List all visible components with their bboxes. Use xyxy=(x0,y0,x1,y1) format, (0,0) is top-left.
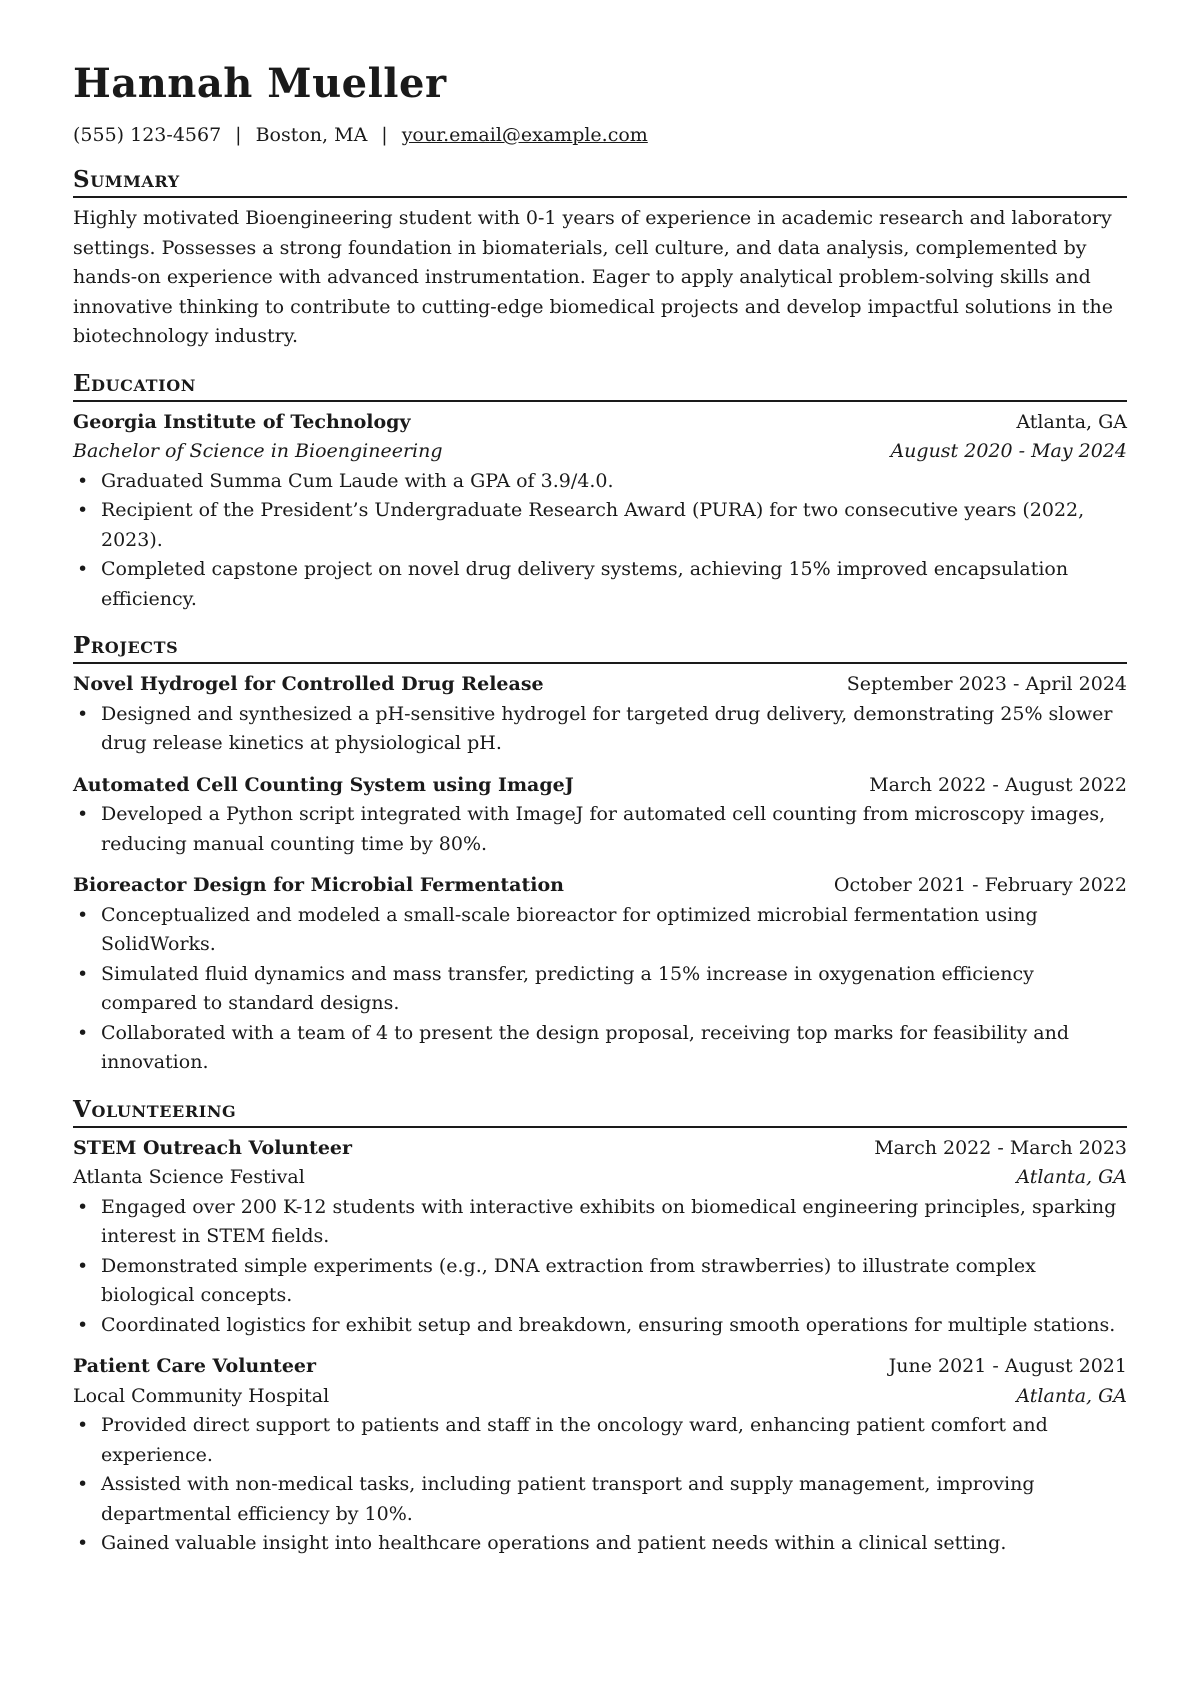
volunteer-org: Atlanta Science Festival xyxy=(73,1166,305,1188)
degree: Bachelor of Science in Bioengineering xyxy=(73,440,443,462)
list-item: • Demonstrated simple experiments (e.g., DNA extraction from strawberries) to illustrate complex biological concepts. xyxy=(101,1252,1127,1311)
volunteer-header-row xyxy=(73,1352,1127,1382)
section-title: Education xyxy=(73,368,1127,402)
volunteer-org-row xyxy=(73,1163,1127,1193)
project-bullets xyxy=(73,901,1127,1078)
volunteer-dates: June 2021 - August 2021 xyxy=(888,1355,1127,1377)
volunteer-bullets xyxy=(73,1193,1127,1341)
project-header-row xyxy=(73,670,1127,700)
project-name: Automated Cell Counting System using ImageJ xyxy=(73,773,574,796)
candidate-name: Hannah Mueller xyxy=(73,60,447,107)
list-item: • Assisted with non-medical tasks, including patient transport and supply management, improving departmental efficiency by 10%. xyxy=(101,1470,1127,1529)
list-item: • Designed and synthesized a pH-sensitive hydrogel for targeted drug delivery, demonstrating 25% slower drug release kinetics at physiological pH. xyxy=(101,700,1127,759)
section-title: Summary xyxy=(73,164,1127,198)
project-entry xyxy=(73,771,1127,860)
education-dates: August 2020 - May 2024 xyxy=(890,440,1127,462)
volunteer-entry xyxy=(73,1352,1127,1559)
project-name: Bioreactor Design for Microbial Fermentation xyxy=(73,874,564,896)
project-dates: October 2021 - February 2022 xyxy=(833,874,1127,896)
separator: | xyxy=(381,124,388,146)
section-title: Projects xyxy=(73,630,1127,664)
school-location: Atlanta, GA xyxy=(1016,410,1127,433)
education-header-row xyxy=(73,408,1127,438)
list-item: • Engaged over 200 K-12 students with interactive exhibits on biomedical engineering principles, sparking interest in STEM fields. xyxy=(101,1193,1127,1252)
school-name: Georgia Institute of Technology xyxy=(73,410,411,433)
list-item: • Gained valuable insight into healthcare operations and patient needs within a clinical setting. xyxy=(101,1529,1127,1559)
separator: | xyxy=(235,124,242,146)
volunteer-location: Atlanta, GA xyxy=(1016,1166,1127,1188)
volunteer-role: STEM Outreach Volunteer xyxy=(73,1136,353,1159)
project-entry xyxy=(73,670,1127,759)
contact-line xyxy=(73,120,1127,150)
volunteering-section xyxy=(73,1094,1127,1559)
projects-section xyxy=(73,630,1127,1078)
volunteer-location: Atlanta, GA xyxy=(1016,1384,1127,1407)
list-item: • Conceptualized and modeled a small-scale bioreactor for optimized microbial fermentation using SolidWorks. xyxy=(101,901,1127,960)
project-bullets xyxy=(73,800,1127,859)
list-item: • Simulated fluid dynamics and mass transfer, predicting a 15% increase in oxygenation efficiency compared to standard designs. xyxy=(101,960,1127,1019)
list-item: • Completed capstone project on novel drug delivery systems, achieving 15% improved encapsulation efficiency. xyxy=(101,555,1127,614)
list-item: • Graduated Summa Cum Laude with a GPA of 3.9/4.0. xyxy=(101,467,1127,497)
project-name: Novel Hydrogel for Controlled Drug Release xyxy=(73,673,544,695)
volunteer-dates: March 2022 - March 2023 xyxy=(874,1136,1127,1159)
project-dates: March 2022 - August 2022 xyxy=(869,773,1127,796)
list-item: • Coordinated logistics for exhibit setup and breakdown, ensuring smooth operations for multiple stations. xyxy=(101,1311,1127,1341)
list-item: • Provided direct support to patients and staff in the oncology ward, enhancing patient comfort and experience. xyxy=(101,1411,1127,1470)
volunteer-org-row xyxy=(73,1382,1127,1412)
volunteer-header-row xyxy=(73,1134,1127,1164)
list-item: • Recipient of the President’s Undergraduate Research Award (PURA) for two consecutive years (2022, 2023). xyxy=(101,496,1127,555)
project-bullets xyxy=(73,700,1127,759)
summary-text: Highly motivated Bioengineering student with 0-1 years of experience in academic research and laboratory settings. Possesses a strong foundation in biomaterials, cell culture, and data analysis, complemented by hands-on experience with advanced instrumentation. Eager to apply analytical problem-solving skills and innovative thinking to contribute to cutting-edge biomedical projects and develop impactful solutions in the biotechnology industry. xyxy=(73,207,1113,347)
project-entry xyxy=(73,871,1127,1078)
education-section xyxy=(73,368,1127,615)
summary-section xyxy=(73,164,1127,352)
project-header-row xyxy=(73,871,1127,901)
volunteer-entry xyxy=(73,1134,1127,1341)
volunteer-bullets xyxy=(73,1411,1127,1559)
section-title: Volunteering xyxy=(73,1094,1127,1128)
project-dates: September 2023 - April 2024 xyxy=(846,673,1127,695)
project-header-row xyxy=(73,771,1127,801)
volunteer-org: Local Community Hospital xyxy=(73,1384,330,1407)
list-item: • Collaborated with a team of 4 to present the design proposal, receiving top marks for feasibility and innovation. xyxy=(101,1019,1127,1078)
list-item: • Developed a Python script integrated with ImageJ for automated cell counting from microscopy images, reducing manual counting time by 80%. xyxy=(101,800,1127,859)
location: Boston, MA xyxy=(255,124,368,146)
education-bullets xyxy=(73,467,1127,615)
education-degree-row xyxy=(73,437,1127,467)
email-link[interactable]: your.email@example.com xyxy=(401,124,648,146)
phone: (555) 123-4567 xyxy=(73,124,222,146)
volunteer-role: Patient Care Volunteer xyxy=(73,1355,317,1377)
